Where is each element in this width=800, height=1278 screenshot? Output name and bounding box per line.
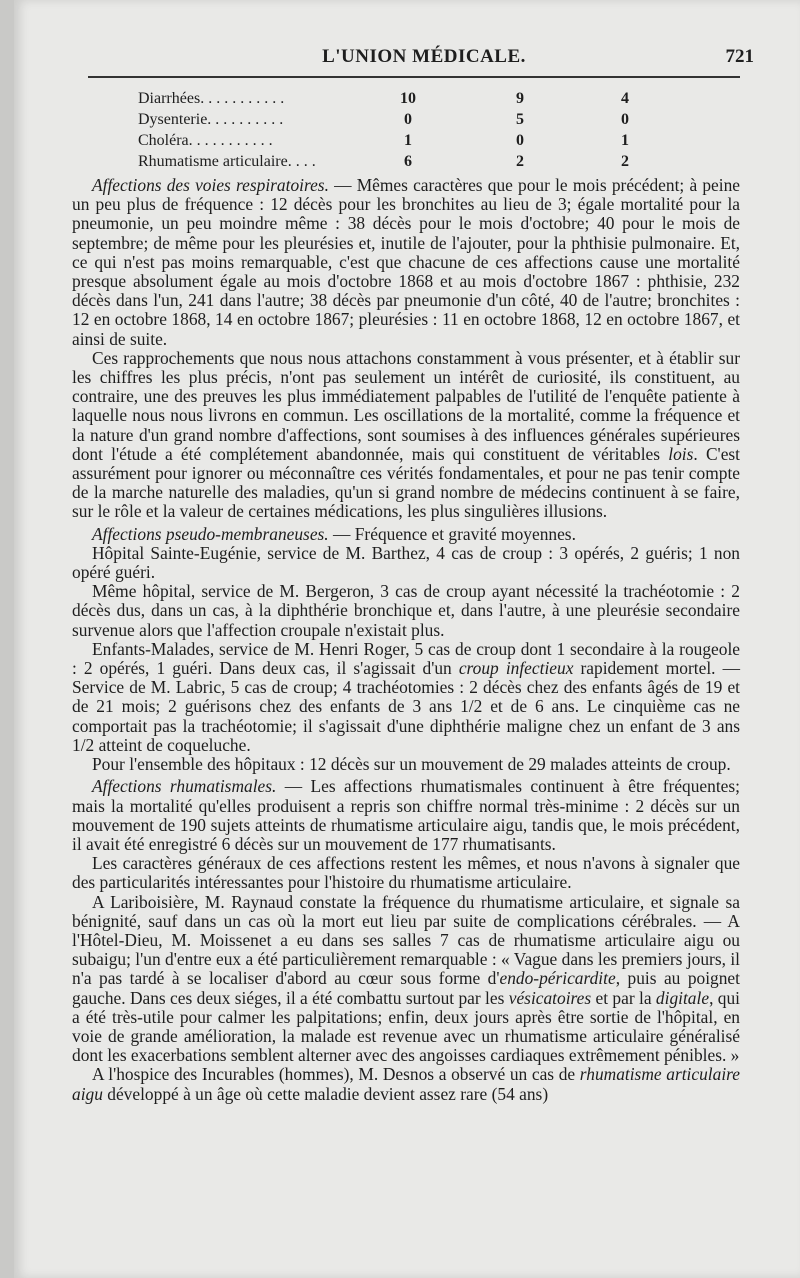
cell-value: 9 (516, 90, 524, 107)
paragraph-rapprochements (72, 349, 740, 522)
paragraph-bergeron: Même hôpital, service de M. Bergeron, 3 cas de croup ayant nécessité la trachéotomie : 2 décès dus, dans un cas, à la diphthérie bronchique et, dans l'autre, à une pleurésie secondaire survenue alors que l'affection croupale n'existait plus. (72, 581, 740, 640)
section-title: Affections rhumatismales. (92, 776, 277, 797)
paragraph-text: — Fréquence et gravité moyennes. (328, 523, 576, 544)
body-text (72, 176, 740, 1104)
paragraph-lariboisiere (72, 893, 740, 1066)
paragraph-text: A Lariboisière, M. Raynaud constate la fréquence du rhumatisme articulaire, et signale sa bénignité, sauf dans un cas où la mort eut lieu par suite de complications cérébrales. — A l'Hôtel-Dieu, M. Moissenet a eu dans ses salles 7 cas de rhumatisme articulaire aigu ou subaigu; l'un d'entre eux a été particulièrement remarquable : « Vague dans les premiers jours, il n'a pas tardé à se localiser d'abord au cœur sous forme d' (72, 891, 740, 989)
section-title: Affections pseudo-membraneuses. (92, 523, 329, 544)
cell-value: 2 (516, 153, 524, 170)
row-label: Diarrhées. . . . . . . . . . . (138, 90, 285, 107)
cell-value: 2 (621, 153, 629, 170)
emphasis: lois (668, 443, 694, 464)
paragraph-text: A l'hospice des Incurables (hommes), M. Desnos a observé un cas de (92, 1064, 580, 1085)
emphasis: vésicatoires (508, 987, 592, 1008)
cell-value: 1 (621, 132, 629, 149)
paragraph-ensemble: Pour l'ensemble des hôpitaux : 12 décès sur un mouvement de 29 malades atteints de croup. (92, 754, 731, 775)
paragraph-text: rapidement mortel. — Service de M. Labric, 5 cas de croup; 4 trachéotomies : 2 décès chez des enfants âgés de 19 et de 21 mois; 2 guérisons chez des enfants de 3 ans 1/2 et de 6 ans. Le cinquième cas ne comportait pas la trachéotomie; il s'agissait d'une diphthérie maligne chez un enfant de 3 ans 1/2 atteint de coqueluche. (72, 658, 740, 755)
paragraph-pseudo-membraneuses (72, 525, 740, 544)
page-header (90, 42, 758, 76)
paragraph-text: et par la (591, 987, 656, 1008)
cell-value: 0 (516, 132, 524, 149)
table-row (138, 153, 658, 174)
cell-value: 5 (516, 111, 524, 128)
paragraph-incurables (72, 1065, 740, 1103)
paragraph-text: Enfants-Malades, service de M. Henri Roger, 5 cas de croup dont 1 secondaire à la rougeole : 2 opérés, 1 guéri. Dans deux cas, il s'agissait d'un (72, 638, 740, 679)
emphasis: rhumatisme articulaire aigu (72, 1064, 740, 1104)
paragraph-text: . C'est assurément pour ignorer ou méconnaître ces vérités fondamentales, et pour ne pas tenir compte de la marche naturelle des maladies, qu'un si grand nombre de médecins continuent à se faire, sur le rôle et la valeur de certaines médications, les plus singulières illusions. (72, 443, 741, 522)
section-title: Affections des voies respiratoires. (92, 175, 329, 195)
paragraph-enfants-malades (72, 640, 740, 755)
paragraph-text: , puis au poignet gauche. Dans ces deux siéges, il a été combattu surtout par les (72, 968, 740, 1008)
cell-value: 0 (621, 111, 629, 128)
paragraph-text: Ces rapprochements que nous nous attachons constamment à vous présenter, et à établir sur les chiffres les plus précis, n'ont pas seulement un intérêt de curiosité, ils constituent, au contraire, une des preuves les plus immédiatement palpables de l'utilité de l'enquête patiente à laquelle nous nous livrons en commun. Les oscillations de la mortalité, comme la fréquence et la nature d'un grand nombre d'affections, sont soumises à des influences générales supérieures dont l'étude a été complétement abandonnée, mais qui constituent de véritables (72, 347, 740, 464)
row-label: Dysenterie. . . . . . . . . . (138, 111, 284, 128)
paragraph-text: , qui a été très-utile pour calmer les palpitations; enfin, deux jours après être sortie de l'hôpital, en voie de grande amélioration, la malade est revenue avec un rhumatisme articulaire généralisé dont les exacerbations semblent alterner avec des angoisses cardiaques extrêmement pénibles. » (72, 987, 740, 1066)
paragraph-text: — Mêmes caractères que pour le mois précédent; à peine un peu plus de fréquence : 12 décès pour les bronchites au lieu de 3; égale mortalité pour la pneumonie, un peu moindre même : 38 décès pour le mois d'octobre; 40 pour le mois de septembre; de même pour les pleurésies et, inutile de l'ajouter, pour la phthisie pulmonaire. Et, ce qui n'est pas moins remarquable, c'est que chacune de ces affections cause une mortalité presque absolument égale au mois d'octobre 1868 et au mois d'octobre 1867 : phthisie, 232 décès dans l'un, 241 dans l'autre; 38 décès par pneumonie d'un côté, 40 de l'autre; bronchites : 12 en octobre 1868, 14 en octobre 1867; pleurésies : 11 en octobre 1868, 12 en octobre 1867, et ainsi de suite. (72, 175, 741, 349)
row-label: Rhumatisme articulaire. . . . (138, 153, 316, 170)
paragraph-text: — Les affections rhumatismales continuent à être fréquentes; mais la mortalité qu'elles produisent a repris son chiffre normal très-minime : 2 décès sur un mouvement de 190 sujets atteints de rhumatisme articulaire aigu, tandis que, le mois précédent, il avait été enregistré 6 décès sur un mouvement de 177 rhumatisants. (72, 776, 740, 854)
paragraph-text: développé à un âge où cette maladie devient assez rare (54 ans) (102, 1083, 549, 1104)
emphasis: digitale (655, 987, 710, 1008)
page-number: 721 (725, 46, 754, 67)
table-row (138, 132, 658, 153)
emphasis: croup infectieux (458, 658, 574, 679)
header-rule (88, 76, 740, 78)
cell-value: 6 (404, 153, 412, 170)
paragraph-sainte-eugenie: Hôpital Sainte-Eugénie, service de M. Barthez, 4 cas de croup : 3 opérés, 2 guéris; 1 non opéré guéri. (72, 542, 740, 583)
row-label: Choléra. . . . . . . . . . . (138, 132, 273, 149)
cell-value: 1 (404, 132, 412, 149)
table-row (138, 90, 658, 111)
paragraph-rhumatismales (72, 777, 740, 854)
mortality-table (138, 90, 658, 174)
cell-value: 4 (621, 90, 629, 107)
paragraph-caracteres: Les caractères généraux de ces affections restent les mêmes, et nous n'avons à signaler que des particularités intéressantes pour l'histoire du rhumatisme articulaire. (72, 853, 740, 893)
cell-value: 0 (404, 111, 412, 128)
emphasis: endo-péricardite (499, 968, 616, 989)
paragraph-respiratory (72, 176, 740, 349)
running-title: L'UNION MÉDICALE. (322, 46, 526, 67)
cell-value: 10 (400, 90, 416, 107)
table-row (138, 111, 658, 132)
